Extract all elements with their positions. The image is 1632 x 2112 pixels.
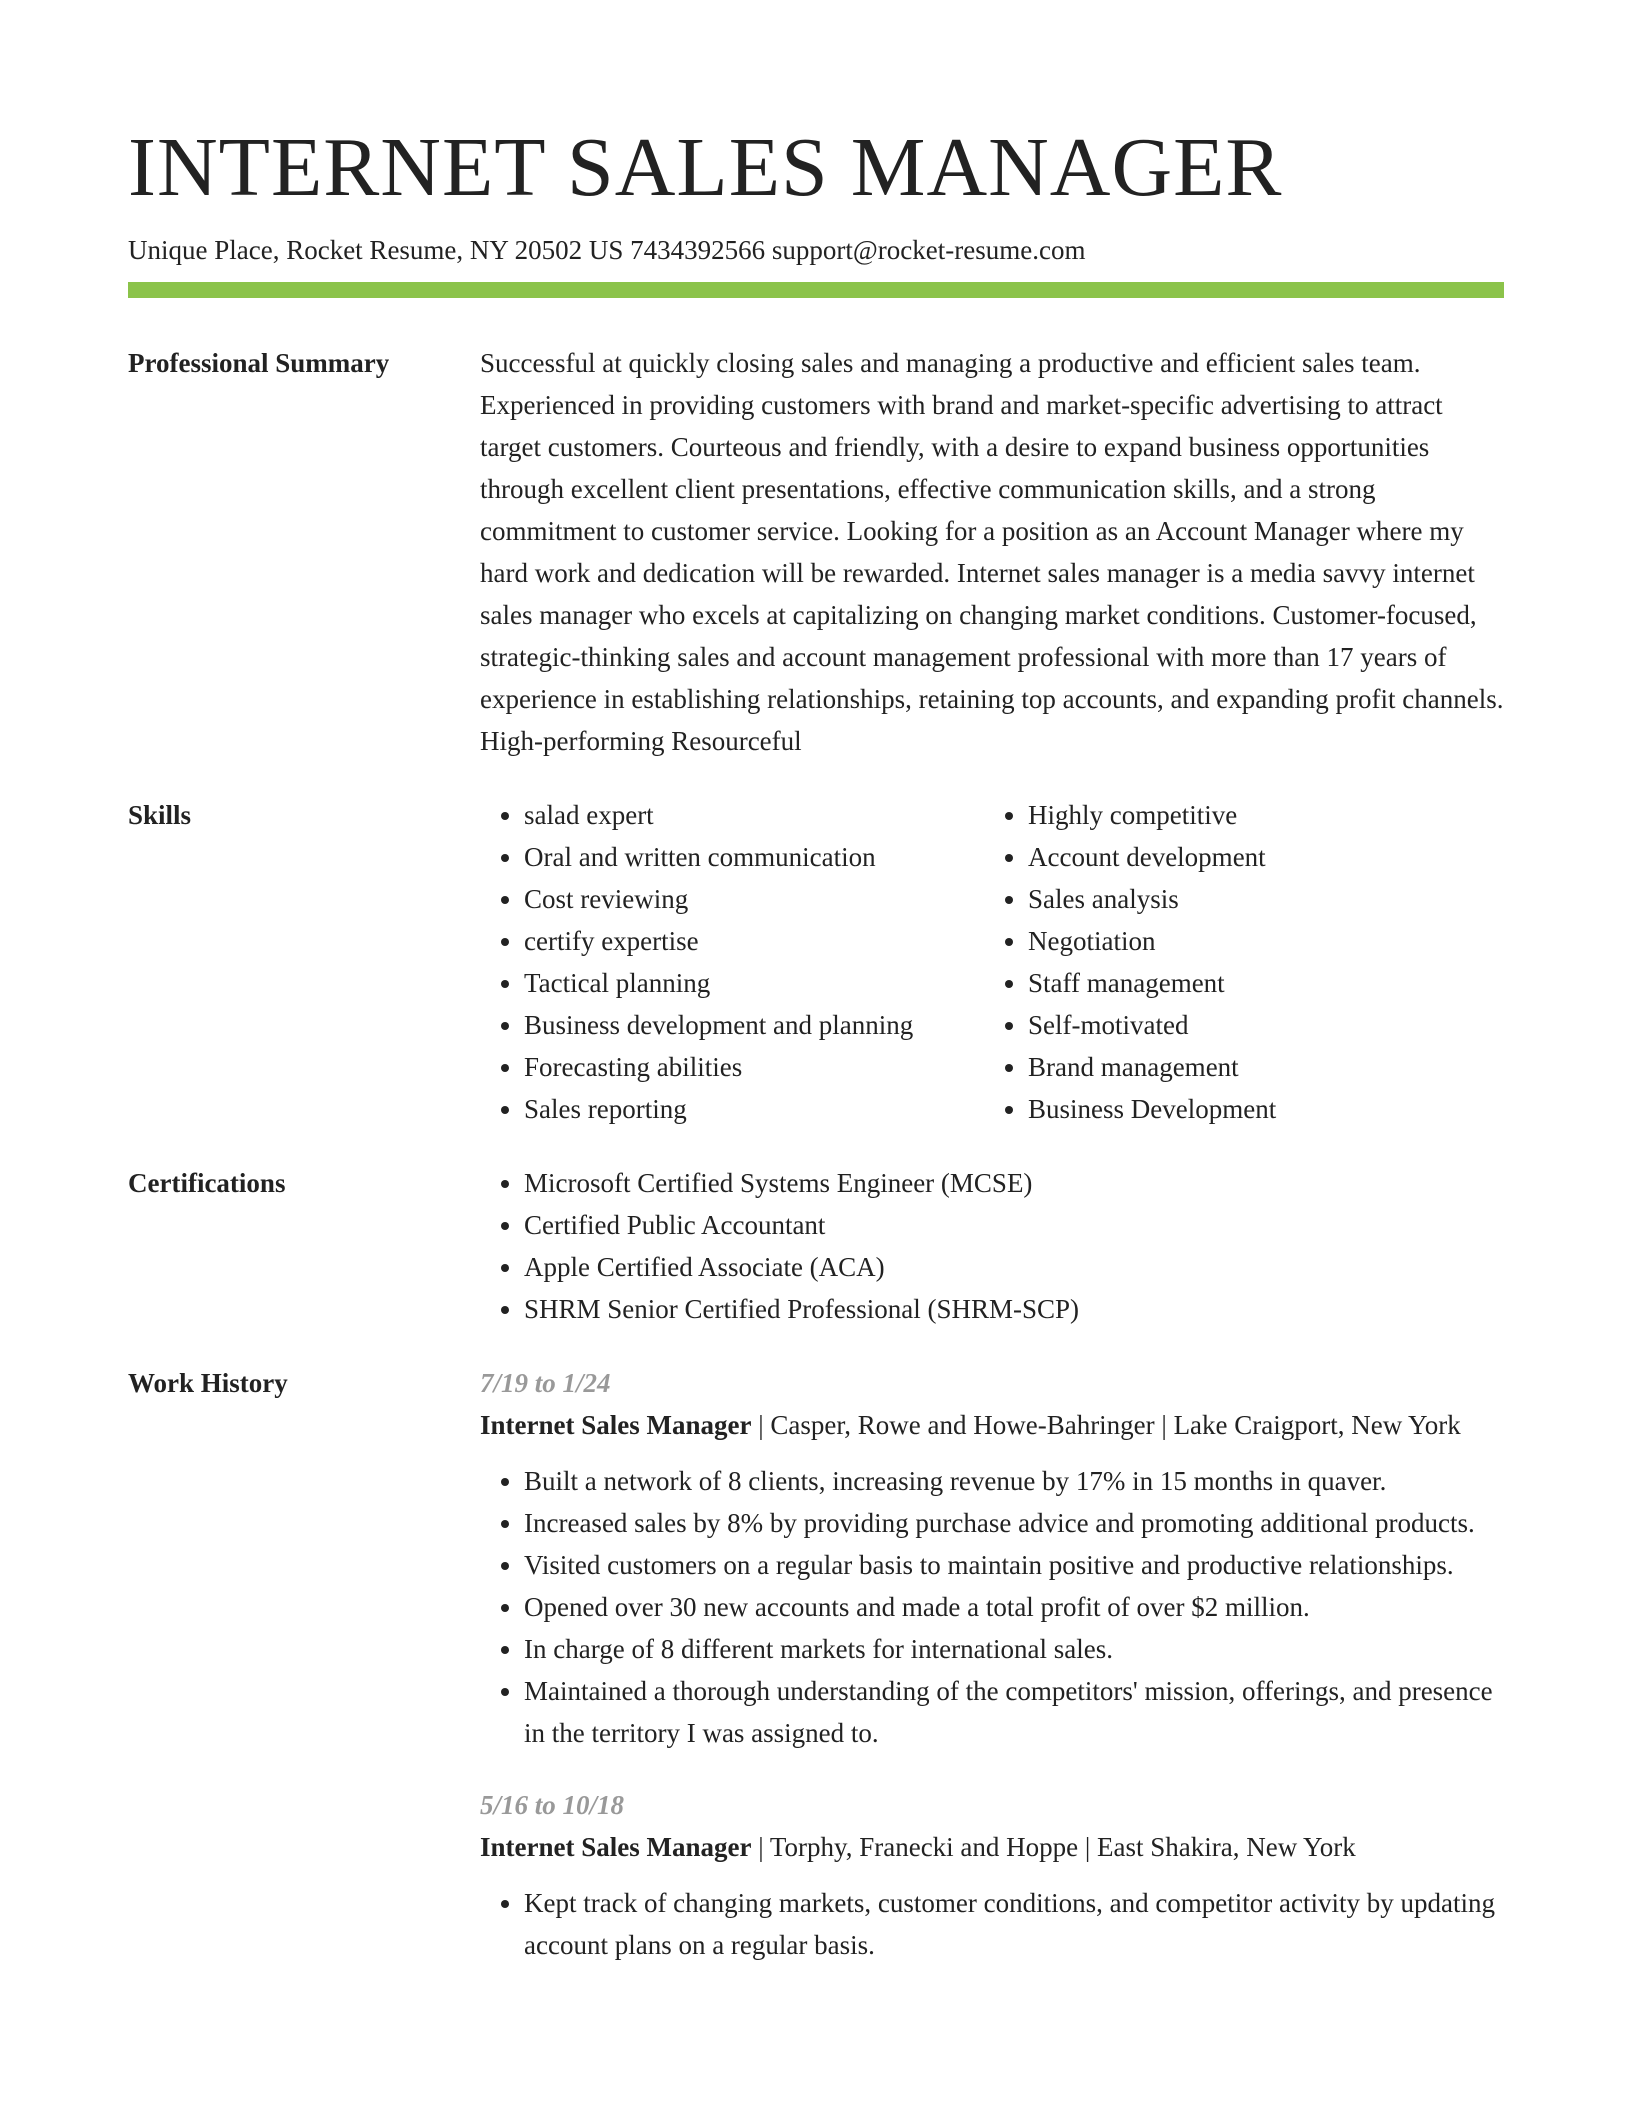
certification-item: • Apple Certified Associate (ACA) <box>524 1246 1504 1288</box>
skill-item: • Cost reviewing <box>524 878 984 920</box>
job-bullet: • Kept track of changing markets, customer conditions, and competitor activity by updating account plans on a regular basis. <box>524 1882 1504 1966</box>
skill-item: • Staff management <box>1028 962 1276 1004</box>
contact-line: Unique Place, Rocket Resume, NY 20502 US 7434392566 support@rocket-resume.com <box>128 235 1086 265</box>
section-title-summary: Professional Summary <box>128 348 390 378</box>
section-title-certifications: Certifications <box>128 1168 286 1198</box>
job-bullet: • Built a network of 8 clients, increasing revenue by 17% in 15 months in quaver. <box>524 1460 1504 1502</box>
job-bullet: • Visited customers on a regular basis to maintain positive and productive relationships. <box>524 1544 1504 1586</box>
skill-item: • Tactical planning <box>524 962 984 1004</box>
job-title: Internet Sales Manager <box>480 1832 752 1862</box>
job-bullet: • In charge of 8 different markets for international sales. <box>524 1628 1504 1670</box>
certification-item: • SHRM Senior Certified Professional (SHRM-SCP) <box>524 1288 1504 1330</box>
skill-item: • Account development <box>1028 836 1276 878</box>
section-title-skills: Skills <box>128 800 192 830</box>
skill-item: • certify expertise <box>524 920 984 962</box>
job-details: | Torphy, Franecki and Hoppe | East Shakira, New York <box>751 1832 1356 1862</box>
job-details: | Casper, Rowe and Howe-Bahringer | Lake Craigport, New York <box>751 1410 1461 1440</box>
skill-item: • Business Development <box>1028 1088 1276 1130</box>
job-bullet: • Opened over 30 new accounts and made a total profit of over $2 million. <box>524 1586 1504 1628</box>
resume-name: INTERNET SALES MANAGER <box>128 121 1283 214</box>
section-title-work-history: Work History <box>128 1368 288 1398</box>
certification-item: • Certified Public Accountant <box>524 1204 1504 1246</box>
skill-item: • Business development and planning <box>524 1004 984 1046</box>
job-bullets <box>480 1460 1504 1754</box>
skill-item: • Sales reporting <box>524 1088 984 1130</box>
job-bullet: • Maintained a thorough understanding of the competitors' mission, offerings, and presence in the territory I was assigned to. <box>524 1670 1504 1754</box>
certifications-list <box>480 1162 1504 1330</box>
skills-section <box>128 794 1504 1130</box>
skills-list-left <box>480 794 984 1130</box>
skill-item: • Forecasting abilities <box>524 1046 984 1088</box>
certification-item: • Microsoft Certified Systems Engineer (MCSE) <box>524 1162 1504 1204</box>
job-entry <box>480 1784 1504 1966</box>
job-title: Internet Sales Manager <box>480 1410 752 1440</box>
skill-item: • Self-motivated <box>1028 1004 1276 1046</box>
skill-item: • Sales analysis <box>1028 878 1276 920</box>
skill-item: • Oral and written communication <box>524 836 984 878</box>
skill-item: • Highly competitive <box>1028 794 1276 836</box>
job-entry <box>480 1362 1504 1754</box>
job-bullet: • Increased sales by 8% by providing purchase advice and promoting additional products. <box>524 1502 1504 1544</box>
job-heading <box>480 1826 1504 1868</box>
skill-item: • Brand management <box>1028 1046 1276 1088</box>
skill-item: • Negotiation <box>1028 920 1276 962</box>
skill-item: • salad expert <box>524 794 984 836</box>
job-dates: 5/16 to 10/18 <box>480 1790 625 1820</box>
accent-divider <box>128 282 1504 298</box>
summary-text: Successful at quickly closing sales and managing a productive and efficient sales team. Experienced in providing customers with brand and market-specific advertising to attract target customers. Courteous and friendly, with a desire to expand business opportunities through excellent client presentations, effective communication skills, and a strong commitment to customer service. Looking for a position as an Account Manager where my hard work and dedication will be rewarded. Internet sales manager is a media savvy internet sales manager who excels at capitalizing on changing market conditions. Customer-focused, strategic-thinking sales and account management professional with more than 17 years of experience in establishing relationships, retaining top accounts, and expanding profit channels. High-performing Resourceful <box>480 348 1504 756</box>
job-heading <box>480 1404 1504 1446</box>
certifications-section <box>128 1162 1504 1330</box>
job-dates: 7/19 to 1/24 <box>480 1368 611 1398</box>
work-history-section <box>128 1362 1504 1966</box>
resume-page <box>128 118 1504 1966</box>
skills-list-right <box>984 794 1276 1130</box>
summary-section <box>128 342 1504 762</box>
job-bullets <box>480 1882 1504 1966</box>
